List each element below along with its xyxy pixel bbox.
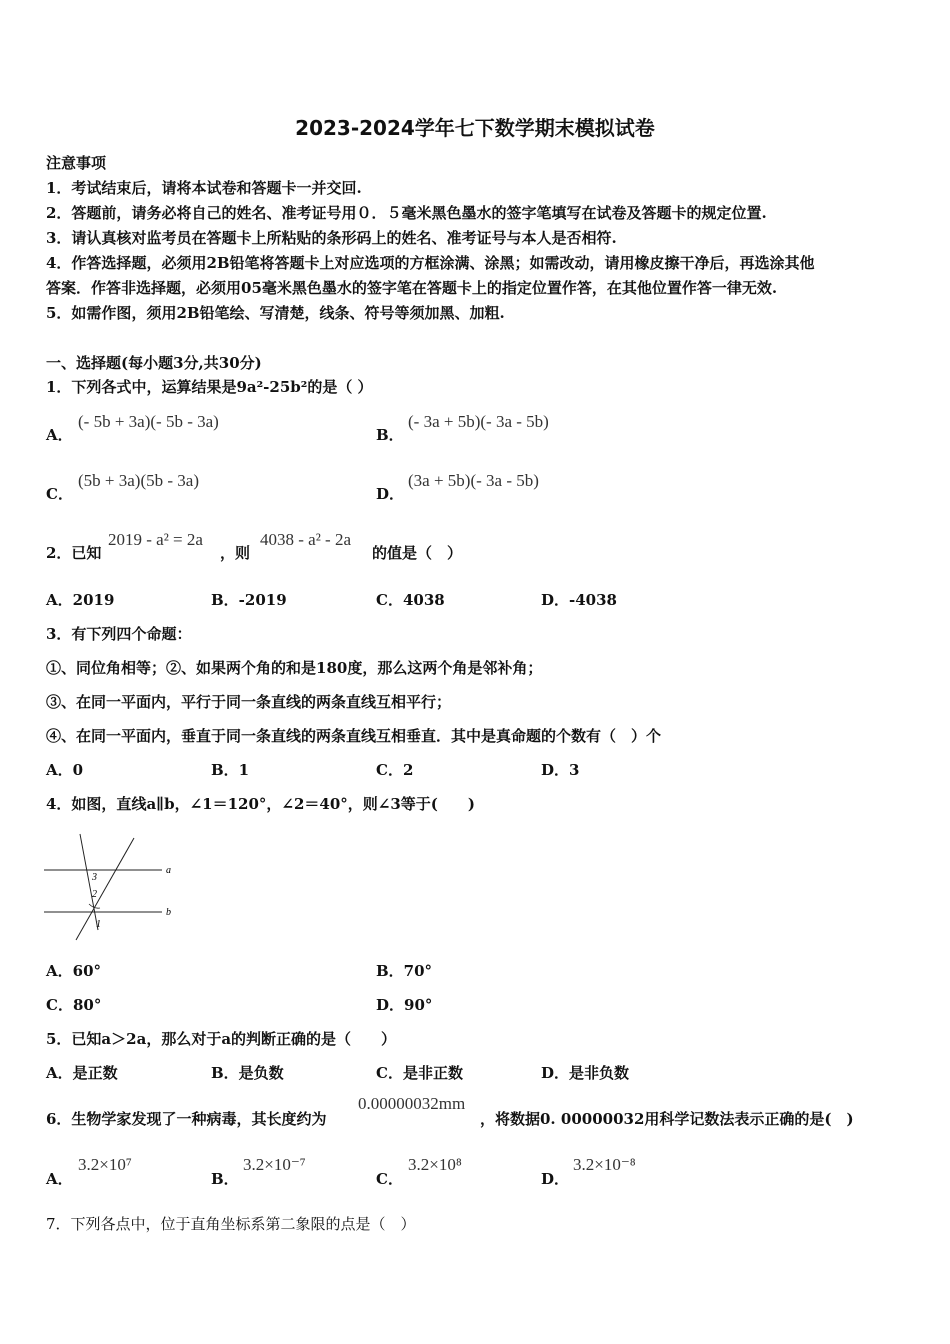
- q1-option-a-label: A．: [46, 426, 73, 444]
- q6-value-expr: 0.00000032mm: [358, 1094, 466, 1113]
- q1-option-a-expr: (- 5b + 3a)(- 5b - 3a): [78, 412, 219, 431]
- q3-statement: ①、同位角相等；②、如果两个角的和是180度，那么这两个角是邻补角；: [46, 659, 543, 677]
- q3-option-b: B．1: [211, 761, 250, 779]
- q3-statement: ③、在同一平面内，平行于同一条直线的两条直线互相平行；: [46, 693, 452, 711]
- notice-item: 答案．作答非选择题，必须用05毫米黑色墨水的签字笔在答题卡上的指定位置作答，在其他位置作答一律无效.: [46, 279, 778, 297]
- notice-item: 4．作答选择题，必须用2B铅笔将答题卡上对应选项的方框涂满、涂黑；如需改动，请用橡皮擦干净后，再选涂其他: [46, 254, 815, 272]
- q4-option-a: A．60°: [46, 962, 102, 980]
- label-b: b: [166, 907, 171, 918]
- q5-option-a: A．是正数: [46, 1064, 118, 1082]
- q4-option-c: C．80°: [46, 996, 102, 1014]
- q5-option-d: D．是非负数: [541, 1064, 630, 1082]
- q6-prefix: 6．生物学家发现了一种病毒，其长度约为: [46, 1110, 327, 1128]
- q6-option-d-expr: 3.2×10⁻⁸: [573, 1155, 636, 1174]
- question-1-stem: 1．下列各式中，运算结果是9a²-25b²的是（ ）: [46, 378, 373, 396]
- q4-option-b: B．70°: [376, 962, 433, 980]
- angle-1-label: 1: [96, 919, 101, 930]
- question-3-stem: 3．有下列四个命题：: [46, 625, 192, 643]
- q6-suffix: ，将数据0. 00000032用科学记数法表示正确的是( ): [480, 1110, 854, 1128]
- q6-option-b-expr: 3.2×10⁻⁷: [243, 1155, 306, 1174]
- question-5-stem: 5．已知a＞2a，那么对于a的判断正确的是（ ）: [46, 1030, 397, 1048]
- q3-option-a: A．0: [46, 761, 84, 779]
- notice-item: 1．考试结束后，请将本试卷和答题卡一并交回.: [46, 179, 362, 197]
- q6-option-a-label: A．: [46, 1170, 73, 1188]
- notice-item: 2．答题前，请务必将自己的姓名、准考证号用０．５毫米黑色墨水的签字笔填写在试卷及答题卡的规定位置.: [46, 204, 767, 222]
- q3-option-c: C．2: [376, 761, 414, 779]
- q3-statement: ④、在同一平面内，垂直于同一条直线的两条直线互相垂直．其中是真命题的个数有（ ）个: [46, 727, 662, 745]
- question-4-stem: 4．如图，直线a∥b，∠1＝120°，∠2＝40°，则∠3等于( ): [46, 795, 475, 813]
- q6-option-c-expr: 3.2×10⁸: [408, 1155, 462, 1174]
- q6-option-d-label: D．: [541, 1170, 570, 1188]
- q2-target-expr: 4038 - a² - 2a: [260, 530, 352, 549]
- q5-option-c: C．是非正数: [376, 1064, 463, 1082]
- angle-3-label: 3: [92, 872, 97, 883]
- notice-item: 5．如需作图，须用2B铅笔绘、写清楚，线条、符号等须加黑、加粗.: [46, 304, 505, 322]
- q1-option-b-label: B．: [376, 426, 404, 444]
- q5-option-b: B．是负数: [211, 1064, 284, 1082]
- label-a: a: [166, 865, 171, 876]
- q1-option-c-expr: (5b + 3a)(5b - 3a): [78, 471, 199, 490]
- transversal-2: [76, 838, 134, 940]
- q2-option-c: C．4038: [376, 591, 445, 609]
- q2-option-b: B．-2019: [211, 591, 287, 609]
- q1-option-d-expr: (3a + 5b)(- 3a - 5b): [408, 471, 539, 490]
- q6-option-b-label: B．: [211, 1170, 239, 1188]
- q2-mid: ，则: [220, 544, 251, 562]
- notice-heading: 注意事项: [46, 154, 107, 172]
- q1-option-c-label: C．: [46, 485, 73, 503]
- q1-option-b-expr: (- 3a + 5b)(- 3a - 5b): [408, 412, 549, 431]
- q3-option-d: D．3: [541, 761, 580, 779]
- q2-prefix: 2．已知: [46, 544, 102, 562]
- q2-suffix: 的值是（ ）: [372, 544, 463, 562]
- q2-option-a: A．2019: [46, 591, 115, 609]
- section-heading: 一、选择题(每小题3分,共30分): [46, 354, 262, 372]
- page-title: 2023-2024学年七下数学期末模拟试卷: [295, 116, 655, 140]
- parallel-lines-figure: [40, 830, 180, 945]
- q2-condition-expr: 2019 - a² = 2a: [108, 530, 203, 549]
- angle-2-label: 2: [92, 889, 97, 900]
- notice-item: 3．请认真核对监考员在答题卡上所粘贴的条形码上的姓名、准考证号与本人是否相符.: [46, 229, 617, 247]
- q4-option-d: D．90°: [376, 996, 433, 1014]
- question-7-stem: 7．下列各点中，位于直角坐标系第二象限的点是（ ）: [46, 1215, 416, 1233]
- q1-option-d-label: D．: [376, 485, 405, 503]
- q6-option-a-expr: 3.2×10⁷: [78, 1155, 132, 1174]
- q6-option-c-label: C．: [376, 1170, 403, 1188]
- q2-option-d: D．-4038: [541, 591, 617, 609]
